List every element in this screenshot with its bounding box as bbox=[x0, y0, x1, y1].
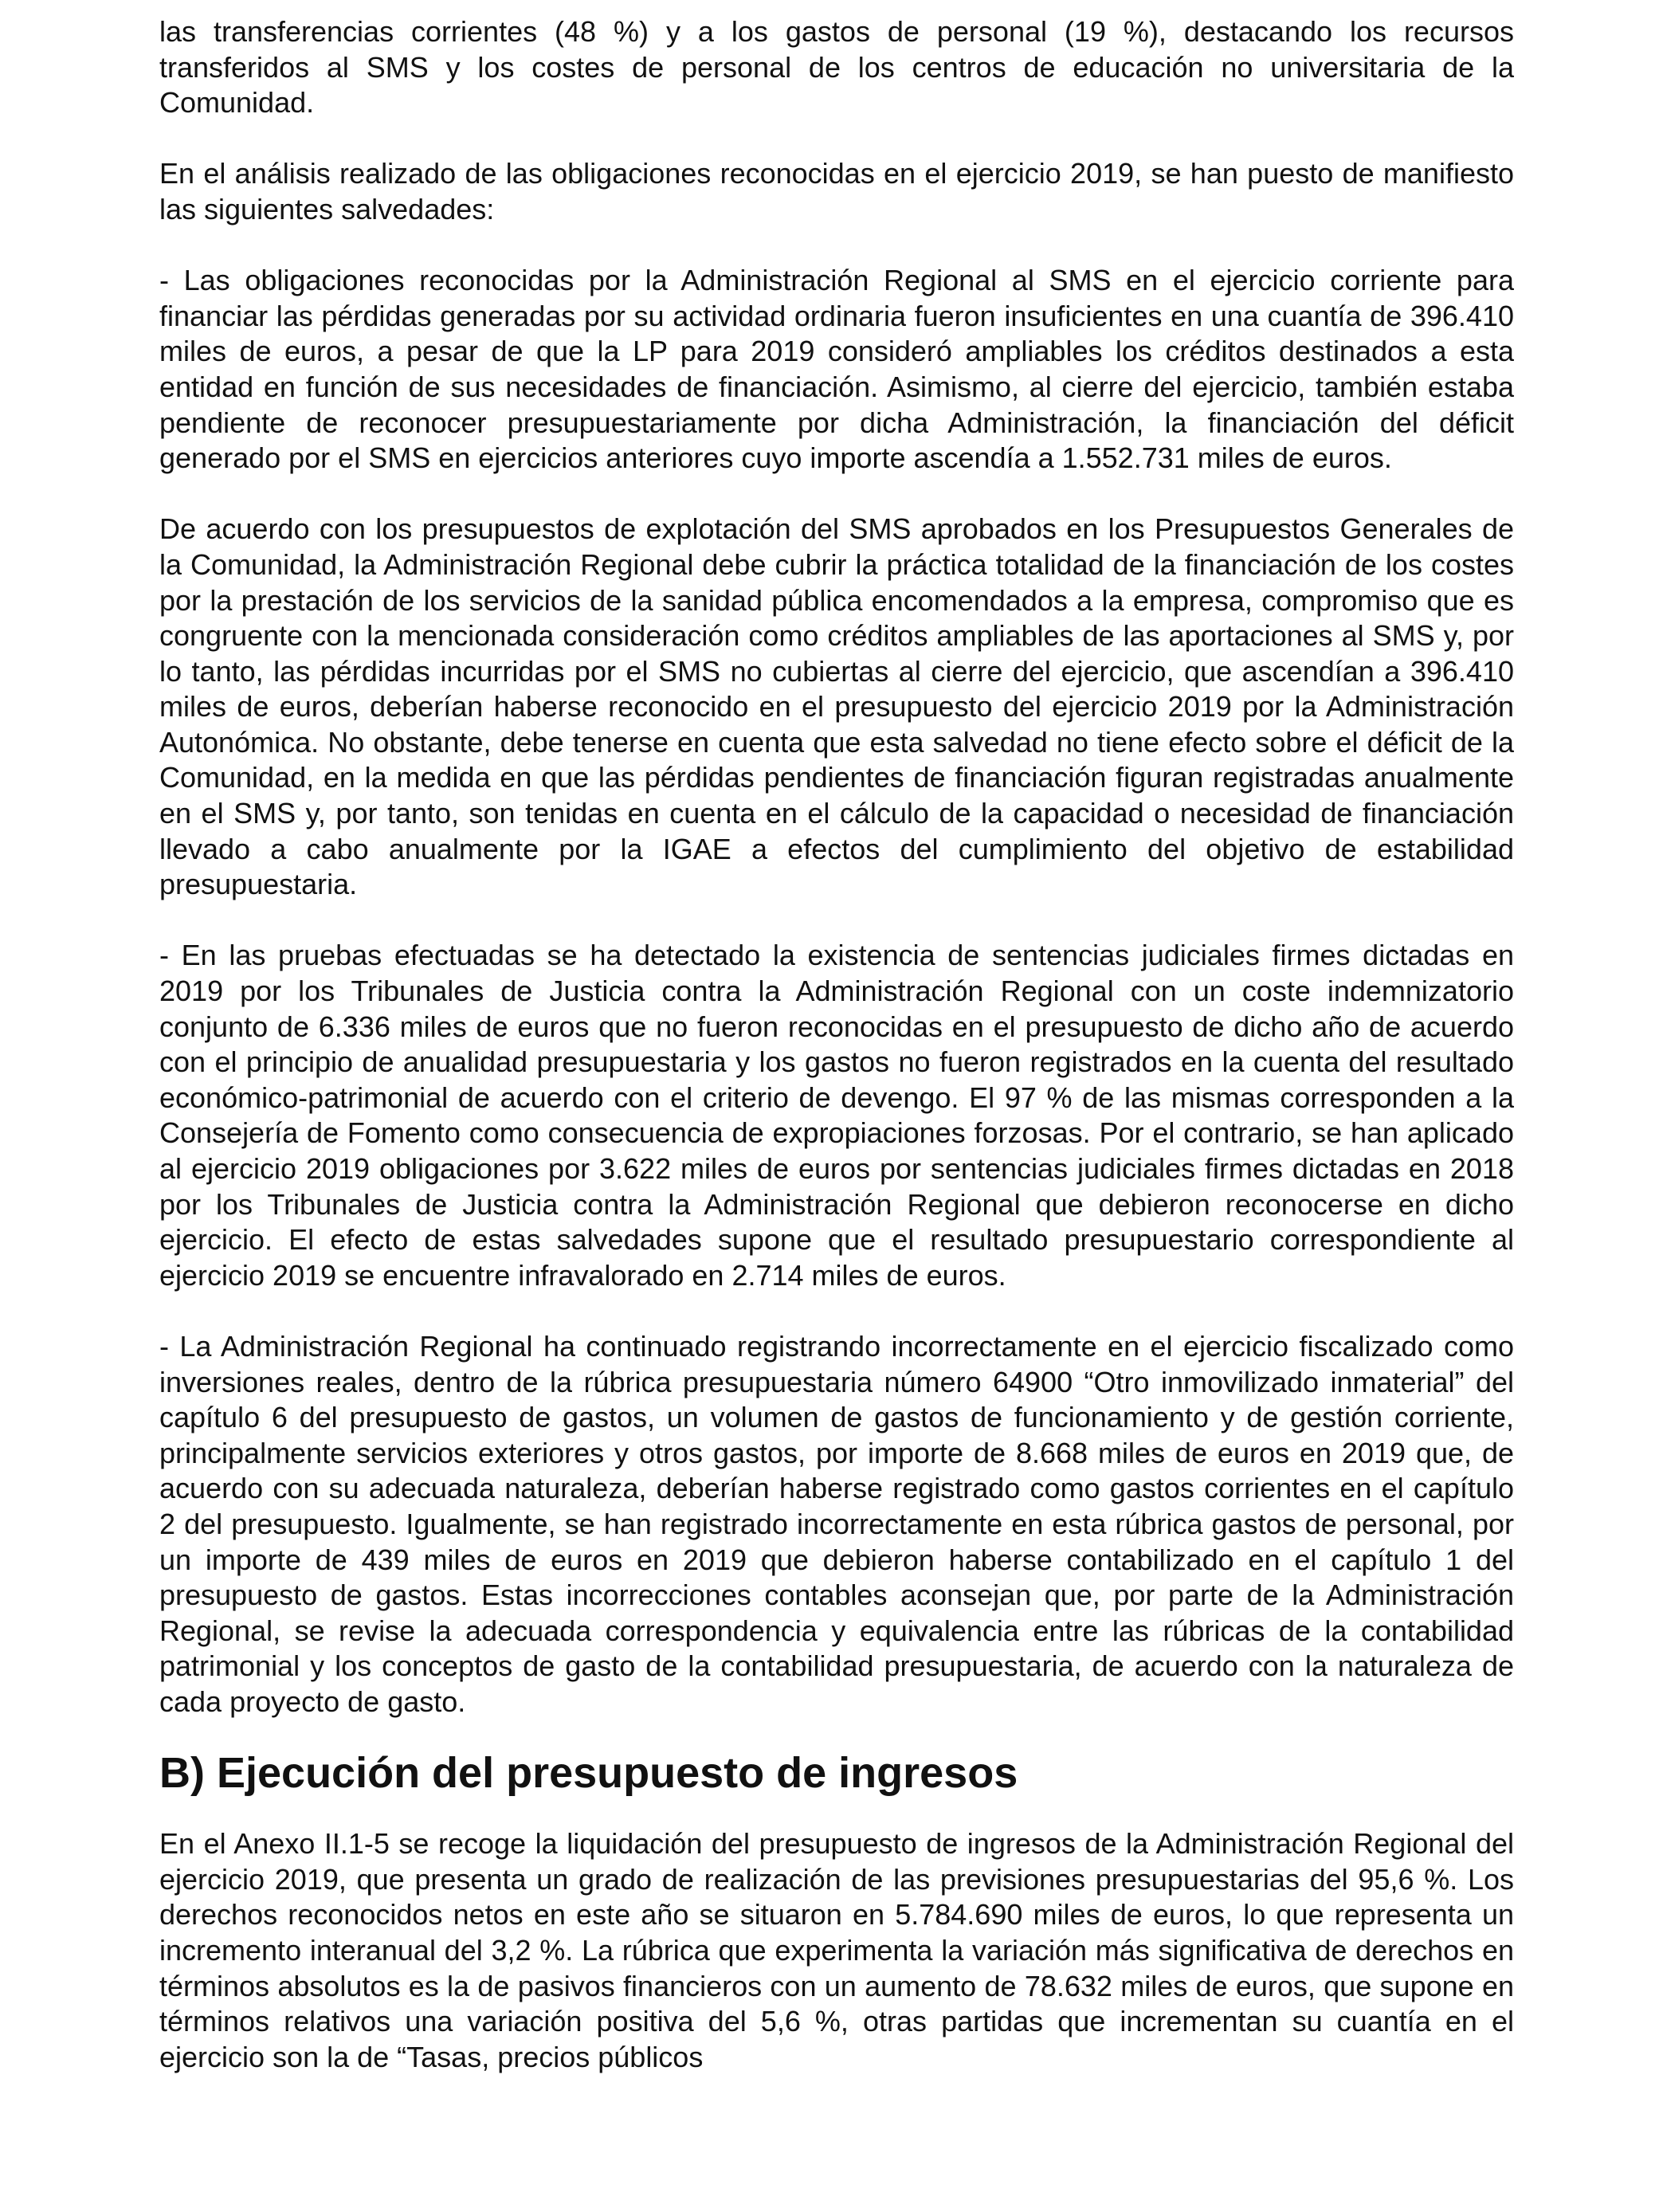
document-page bbox=[159, 14, 1514, 2111]
paragraph-judicial-sentences: - En las pruebas efectuadas se ha detectado la existencia de sentencias judiciales firmes dictadas en 2019 por los Tribunales de Justicia contra la Administración Regional con un coste indemnizatorio conjunto de 6.336 miles de euros que no fueron reconocidas en el presupuesto de dicho año de acuerdo con el principio de anualidad presupuestaria y los gastos no fueron registrados en la cuenta del resultado económico-patrimonial de acuerdo con el criterio de devengo. El 97 % de las mismas corresponden a la Consejería de Fomento como consecuencia de expropiaciones forzosas. Por el contrario, se han aplicado al ejercicio 2019 obligaciones por 3.622 miles de euros por sentencias judiciales firmes dictadas en 2018 por los Tribunales de Justicia contra la Administración Regional que debieron reconocerse en dicho ejercicio. El efecto de estas salvedades supone que el resultado presupuestario correspondiente al ejercicio 2019 se encuentre infravalorado en 2.714 miles de euros. bbox=[159, 939, 1514, 1292]
paragraph-sms-budget: De acuerdo con los presupuestos de explotación del SMS aprobados en los Presupuestos Generales de la Comunidad, la Administración Regional debe cubrir la práctica totalidad de la financiación de los costes por la prestación de los servicios de la sanidad pública encomendados a la empresa, compromiso que es congruente con la mencionada consideración como créditos ampliables de las aportaciones al SMS y, por lo tanto, las pérdidas incurridas por el SMS no cubiertas al cierre del ejercicio, que ascendían a 396.410 miles de euros, deberían haberse reconocido en el presupuesto del ejercicio 2019 por la Administración Autonómica. No obstante, debe tenerse en cuenta que esta salvedad no tiene efecto sobre el déficit de la Comunidad, en la medida en que las pérdidas pendientes de financiación figuran registradas anualmente en el SMS y, por tanto, son tenidas en cuenta en el cálculo de la capacidad o necesidad de financiación llevado a cabo anualmente por la IGAE a efectos del cumplimiento del objetivo de estabilidad presupuestaria. bbox=[159, 512, 1514, 901]
section-heading: B) Ejecución del presupuesto de ingresos bbox=[159, 1749, 1018, 1798]
paragraph-sms-obligations: - Las obligaciones reconocidas por la Administración Regional al SMS en el ejercicio corriente para financiar las pérdidas generadas por su actividad ordinaria fueron insuficientes en una cuantía de 396.410 miles de euros, a pesar de que la LP para 2019 consideró ampliables los créditos destinados a esta entidad en función de sus necesidades de financiación. Asimismo, al cierre del ejercicio, también estaba pendiente de reconocer presupuestariamente por dicha Administración, la financiación del déficit generado por el SMS en ejercicios anteriores cuyo importe ascendía a 1.552.731 miles de euros. bbox=[159, 264, 1514, 475]
paragraph-real-investments: - La Administración Regional ha continuado registrando incorrectamente en el ejercicio fiscalizado como inversiones reales, dentro de la rúbrica presupuestaria número 64900 “Otro inmovilizado inmaterial” del capítulo 6 del presupuesto de gastos, un volumen de gastos de funcionamiento y de gestión corriente, principalmente servicios exteriores y otros gastos, por importe de 8.668 miles de euros en 2019 que, de acuerdo con su adecuada naturaleza, deberían haberse registrado como gastos corrientes en el capítulo 2 del presupuesto. Igualmente, se han registrado incorrectamente en esta rúbrica gastos de personal, por un importe de 439 miles de euros en 2019 que debieron haberse contabilizado en el capítulo 1 del presupuesto de gastos. Estas incorrecciones contables aconsejan que, por parte de la Administración Regional, se revise la adecuada correspondencia y equivalencia entre las rúbricas de la contabilidad patrimonial y los conceptos de gasto de la contabilidad presupuestaria, de acuerdo con la naturaleza de cada proyecto de gasto. bbox=[159, 1329, 1514, 1718]
paragraph-obligations-intro: En el análisis realizado de las obligaciones reconocidas en el ejercicio 2019, se han puesto de manifiesto las siguientes salvedades: bbox=[159, 157, 1514, 226]
paragraph-revenue-budget: En el Anexo II.1-5 se recoge la liquidación del presupuesto de ingresos de la Administración Regional del ejercicio 2019, que presenta un grado de realización de las previsiones presupuestarias del 95,6 %. Los derechos reconocidos netos en este año se situaron en 5.784.690 miles de euros, lo que representa un incremento interanual del 3,2 %. La rúbrica que experimenta la variación más significativa de derechos en términos absolutos es la de pasivos financieros con un aumento de 78.632 miles de euros, que supone en términos relativos una variación positiva del 5,6 %, otras partidas que incrementan su cuantía en el ejercicio son la de “Tasas, precios públicos bbox=[159, 1827, 1514, 2073]
paragraph-personnel-costs: las transferencias corrientes (48 %) y a los gastos de personal (19 %), destacando los recursos transferidos al SMS y los costes de personal de los centros de educación no universitaria de la Comunidad. bbox=[159, 15, 1514, 120]
